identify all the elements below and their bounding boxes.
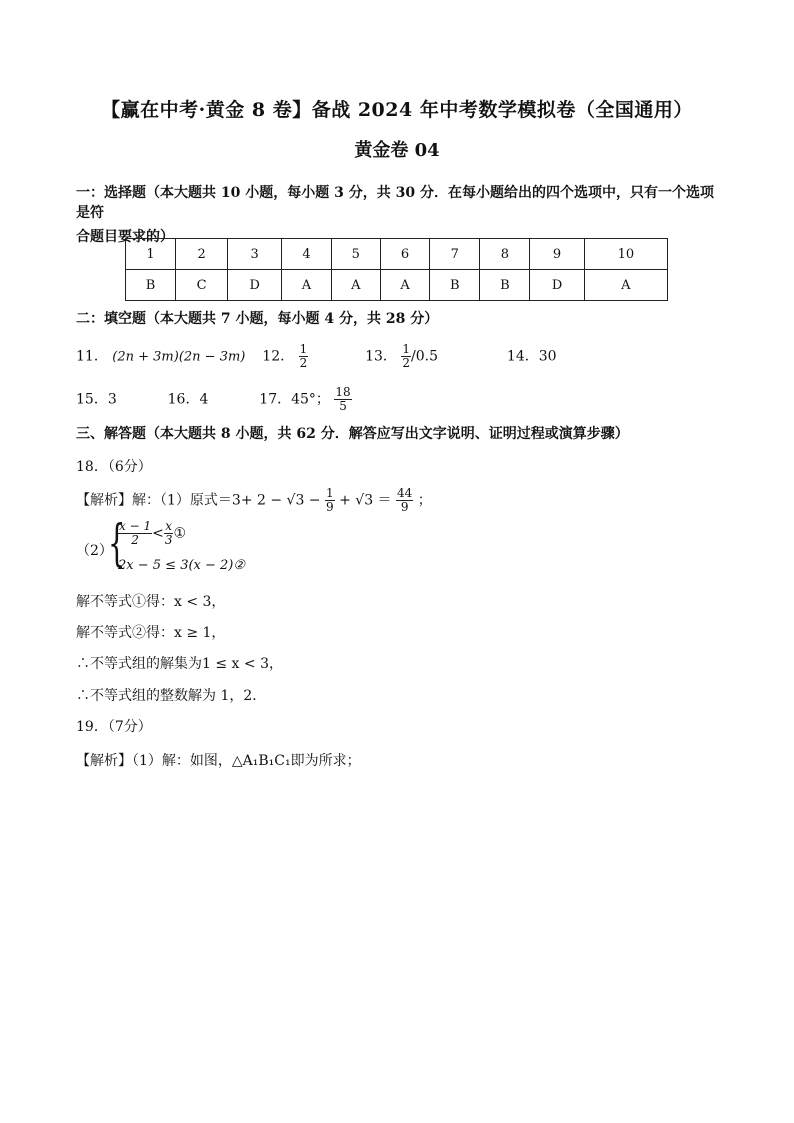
q18-solution-2: 解不等式②得：x ≥ 1， xyxy=(76,625,226,641)
q14-answer: 14．30 xyxy=(506,348,557,365)
q18-ineq2: 2x − 5 ≤ 3(x − 2)② xyxy=(118,558,246,573)
fill-row-1 xyxy=(76,343,557,370)
q17-numerator: 18 xyxy=(335,385,351,399)
q18-label: 18．（6分） xyxy=(76,459,152,475)
q18-part1-result-num: 44 xyxy=(397,486,413,500)
answer-table-answer-cell: D xyxy=(530,270,584,301)
q13-numerator: 1 xyxy=(402,342,411,356)
page-title: 【赢在中考·黄金 8 卷】备战 2024 年中考数学模拟卷（全国通用） xyxy=(101,99,693,121)
answer-table-answer-row xyxy=(126,270,668,301)
q18-ineq1-tag: ① xyxy=(173,525,187,542)
q12-denominator: 2 xyxy=(299,356,308,370)
page-subtitle: 黄金卷 04 xyxy=(354,140,440,161)
q12-fraction xyxy=(299,343,309,370)
q12-label: 12． xyxy=(262,348,295,365)
q17-label: 17．45°； xyxy=(259,391,330,408)
answer-table-answer-cell: D xyxy=(228,270,282,301)
q18-ineq1-right-den: 3 xyxy=(164,533,173,547)
answer-table-number-cell: 7 xyxy=(430,239,480,270)
q12-numerator: 1 xyxy=(299,342,308,356)
q18-part2-label: （2） xyxy=(76,543,113,559)
q15-answer: 15．3 xyxy=(76,391,117,408)
section1-heading-line2: 合题目要求的） xyxy=(76,229,174,245)
q17-fraction xyxy=(334,386,351,413)
q18-part1-fraction xyxy=(325,487,335,514)
answer-table-answer-cell: B xyxy=(480,270,530,301)
q13-suffix: /0.5 xyxy=(411,348,439,365)
q18-part1-fraction-num: 1 xyxy=(326,486,334,500)
answer-table-number-cell: 8 xyxy=(480,239,530,270)
section3-heading: 三、解答题（本大题共 8 小题，共 62 分．解答应写出文字说明、证明过程或演算步骤） xyxy=(76,426,629,442)
q17-denominator: 5 xyxy=(339,399,347,413)
q18-part1-end: ； xyxy=(417,492,432,509)
answer-table-answer-cell: B xyxy=(126,270,176,301)
q11-answer: (2n + 3m)(2n − 3m) xyxy=(112,349,246,365)
q18-part1-fraction-den: 9 xyxy=(326,500,334,514)
q18-part1-result-den: 9 xyxy=(400,500,409,514)
answer-table-number-cell: 4 xyxy=(282,239,331,270)
q18-ineq1-left-den: 2 xyxy=(131,533,139,547)
q18-part1-result xyxy=(396,487,413,514)
answer-table-number-cell: 3 xyxy=(228,239,282,270)
answer-table-number-cell: 1 xyxy=(126,239,176,270)
answer-table-number-cell: 2 xyxy=(176,239,228,270)
answer-table-answer-cell: A xyxy=(331,270,380,301)
answer-table-answer-cell: B xyxy=(430,270,480,301)
q19-label: 19．（7分） xyxy=(76,719,152,735)
answer-table-answer-cell: A xyxy=(380,270,429,301)
q18-ineq1 xyxy=(118,520,186,547)
q18-ineq1-right-num: x xyxy=(165,519,173,533)
q18-ineq1-left-num: x − 1 xyxy=(119,519,152,533)
q13-label: 13． xyxy=(365,348,397,365)
q18-solution-4: ∴不等式组的整数解为 1，2． xyxy=(76,688,267,704)
q18-part1-prefix: 【解析】解：（1）原式＝3+ 2 − √3 − xyxy=(76,492,321,509)
answer-table-number-row xyxy=(126,239,668,270)
q19-answer: 【解析】（1）解：如图，△A₁B₁C₁即为所求； xyxy=(76,753,361,769)
q18-solution-3: ∴不等式组的解集为1 ≤ x < 3， xyxy=(76,656,283,672)
q18-part1-mid: + √3 ＝ xyxy=(339,492,392,509)
answer-table-number-cell: 9 xyxy=(530,239,584,270)
q16-answer: 16．4 xyxy=(167,391,209,408)
answer-table-number-cell: 10 xyxy=(584,239,667,270)
q11-label: 11． xyxy=(76,348,108,365)
answer-table-number-cell: 5 xyxy=(331,239,380,270)
answer-table-answer-cell: A xyxy=(282,270,331,301)
answer-table xyxy=(125,238,668,301)
q13-denominator: 2 xyxy=(402,356,411,370)
fill-row-2 xyxy=(76,386,352,413)
q18-ineq1-left xyxy=(118,520,152,547)
q18-ineq1-lt: < xyxy=(152,525,164,542)
q13-fraction xyxy=(401,343,411,370)
q18-part1 xyxy=(76,487,432,514)
answer-table-number-cell: 6 xyxy=(380,239,429,270)
answer-table-answer-cell: A xyxy=(584,270,667,301)
brace-symbol: { xyxy=(108,514,126,572)
q18-solution-1: 解不等式①得：x < 3， xyxy=(76,594,226,610)
section1-heading-line1: 一：选择题（本大题共 10 小题，每小题 3 分，共 30 分．在每小题给出的四个选项中，只有一个选项是符 xyxy=(76,185,714,221)
section2-heading: 二：填空题（本大题共 7 小题，每小题 4 分，共 28 分） xyxy=(76,311,439,327)
answer-table-answer-cell: C xyxy=(176,270,228,301)
